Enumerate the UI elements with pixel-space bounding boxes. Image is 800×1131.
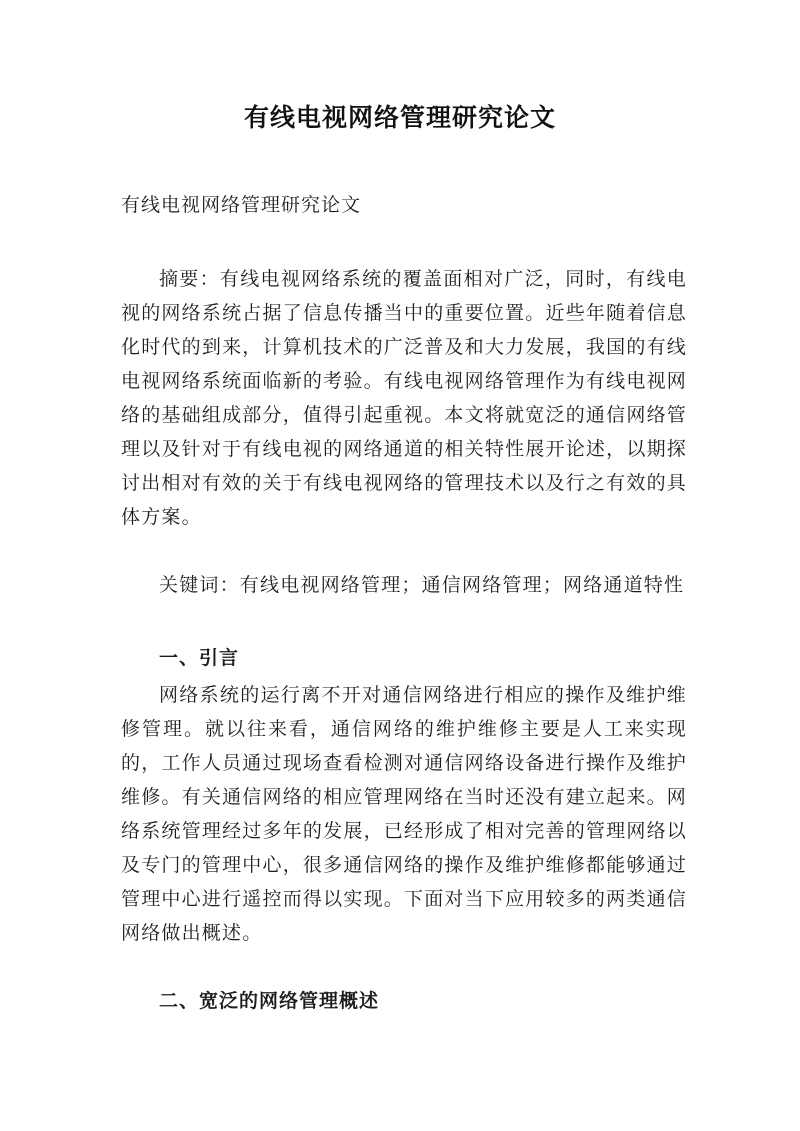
introduction-paragraph: 网络系统的运行离不开对通信网络进行相应的操作及维护维修管理。就以往来看，通信网络的维护维修主要是人工来实现的，工作人员通过现场查看检测对通信网络设备进行操作及维护维修。有关通信网络的相应管理网络在当时还没有建立起来。网络系统管理经过多年的发展，已经形成了相对完善的管理网络以及专门的管理中心，很多通信网络的操作及维护维修都能够通过管理中心进行遥控而得以实现。下面对当下应用较多的两类通信网络做出概述。: [121, 684, 687, 944]
page-title: 有线电视网络管理研究论文: [243, 103, 556, 132]
keywords-paragraph: 关键词：有线电视网络管理；通信网络管理；网络通道特性: [159, 574, 685, 596]
abstract-paragraph: 摘要：有线电视网络系统的覆盖面相对广泛，同时，有线电视的网络系统占据了信息传播当中的重要位置。近些年随着信息化时代的到来，计算机技术的广泛普及和大力发展，我国的有线电视网络系统面临新的考验。有线电视网络管理作为有线电视网络的基础组成部分，值得引起重视。本文将就宽泛的通信网络管理以及针对于有线电视的网络通道的相关特性展开论述，以期探讨出相对有效的关于有线电视网络的管理技术以及行之有效的具体方案。: [121, 268, 687, 528]
document-subtitle: 有线电视网络管理研究论文: [121, 194, 362, 216]
section-heading-overview: 二、宽泛的网络管理概述: [159, 990, 380, 1012]
section-heading-introduction: 一、引言: [159, 647, 240, 669]
